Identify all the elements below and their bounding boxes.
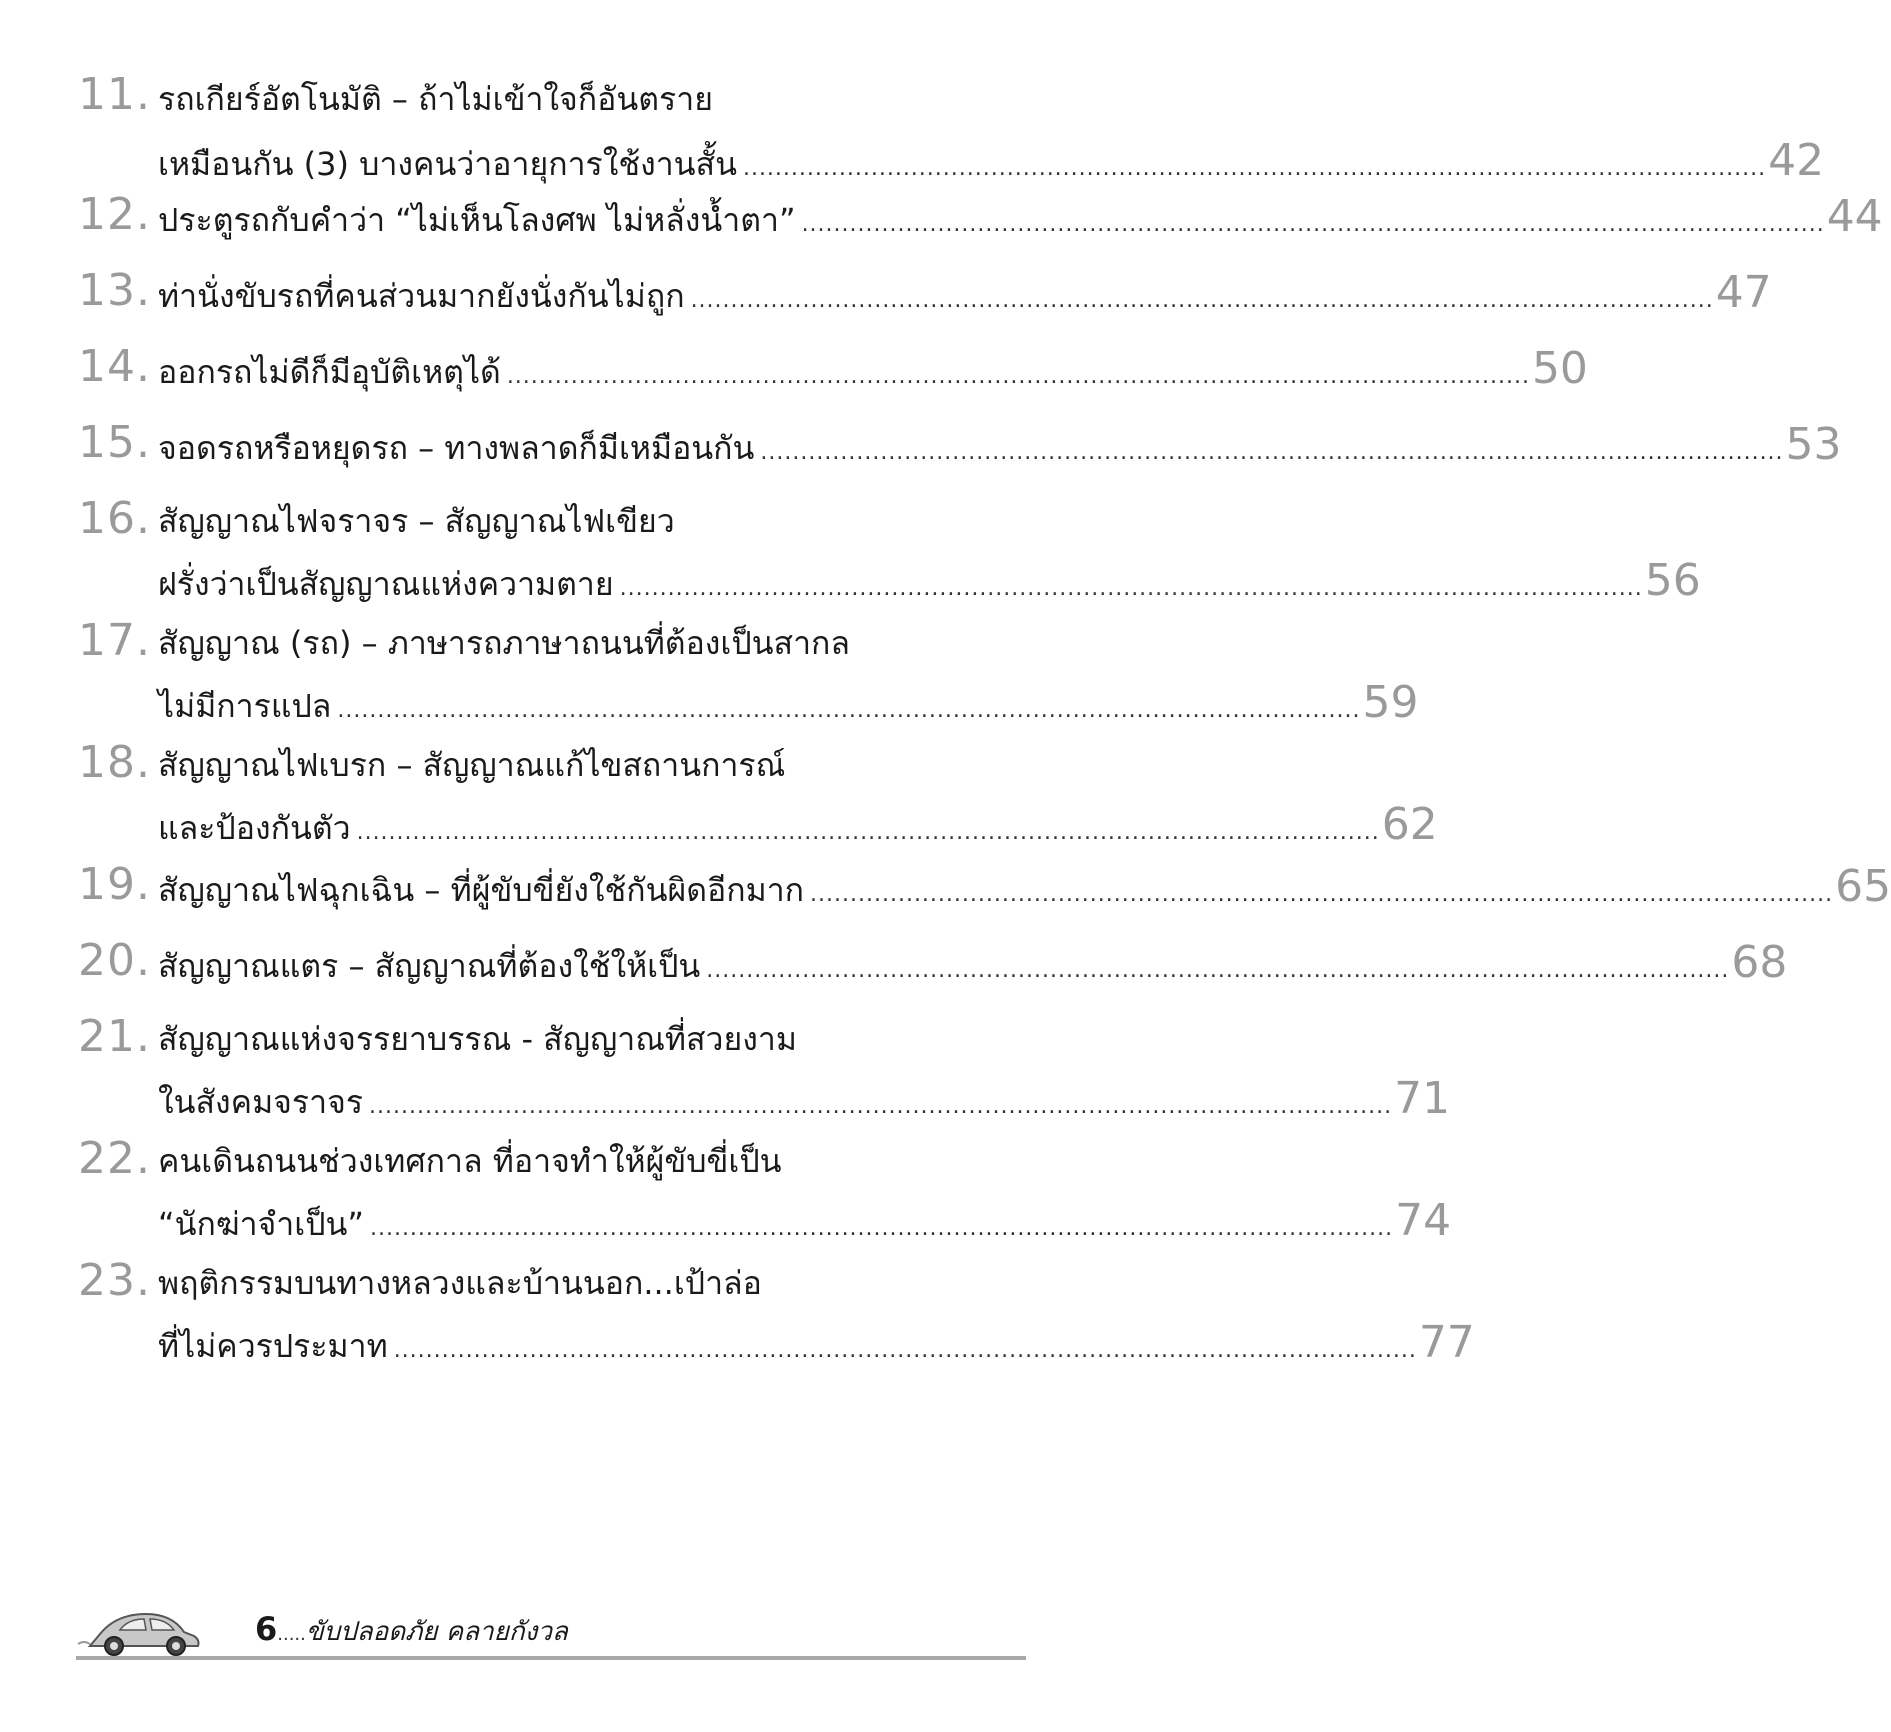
entry-number: 19. xyxy=(78,859,151,910)
entry-page-number: 62 xyxy=(1381,799,1438,850)
entry-number: 17. xyxy=(78,615,151,666)
entry-title-line-2: ในสังคมจราจร xyxy=(158,1083,363,1121)
entry-number: 11. xyxy=(78,69,151,120)
entry-page-number: 71 xyxy=(1394,1073,1451,1124)
leader-dots: ................................................................................................................................ xyxy=(393,1338,1417,1363)
entry-title-line-2: ที่ไม่ควรประมาท xyxy=(158,1327,388,1365)
leader-dots: ................................................................................................................................ xyxy=(506,364,1530,389)
entry-page-number: 74 xyxy=(1395,1195,1452,1246)
leader-dots: ................................................................................................................................ xyxy=(337,698,1361,723)
leader-dots: ................................................................................................................................ xyxy=(690,288,1714,313)
entry-title-line-1: พฤติกรรมบนทางหลวงและบ้านนอก...เป้าล่อ xyxy=(158,1264,762,1302)
entry-title-row xyxy=(158,555,1701,606)
entry-number: 23. xyxy=(78,1255,151,1306)
entry-page-number: 53 xyxy=(1785,419,1842,470)
page-footer xyxy=(0,1600,1102,1680)
leader-dots: ................................................................................................................................ xyxy=(801,212,1825,237)
entry-number: 15. xyxy=(78,417,151,468)
entry-title-row xyxy=(158,1317,1475,1368)
entry-title-row xyxy=(158,1073,1451,1124)
entry-page-number: 56 xyxy=(1644,555,1701,606)
entry-page-number: 44 xyxy=(1826,191,1883,242)
leader-dots: ................................................................................................................................ xyxy=(760,440,1784,465)
entry-title-row xyxy=(158,135,1825,186)
entry-page-number: 59 xyxy=(1362,677,1419,728)
entry-title-row xyxy=(158,799,1438,850)
footer-dots: ..... xyxy=(277,1624,306,1645)
entry-title-row xyxy=(158,191,1883,242)
leader-dots: ................................................................................................................................ xyxy=(619,576,1643,601)
entry-title-row xyxy=(158,937,1788,988)
entry-title-row xyxy=(158,419,1842,470)
entry-title-line-1: รถเกียร์อัตโนมัติ – ถ้าไม่เข้าใจก็อันตราย xyxy=(158,80,713,118)
leader-dots: ................................................................................................................................ xyxy=(369,1216,1394,1241)
entry-title-line-2: ฝรั่งว่าเป็นสัญญาณแห่งความตาย xyxy=(158,565,614,603)
entry-title-line-1: สัญญาณไฟฉุกเฉิน – ที่ผู้ขับขี่ยังใช้กันผิดอีกมาก xyxy=(158,871,805,909)
entry-title-row xyxy=(158,267,1772,318)
entry-title-row xyxy=(158,677,1419,728)
entry-title-line-1: สัญญาณ (รถ) – ภาษารถภาษาถนนที่ต้องเป็นสากล xyxy=(158,624,851,662)
entry-number: 22. xyxy=(78,1133,151,1184)
entry-title-line-1: สัญญาณไฟเบรก – สัญญาณแก้ไขสถานการณ์ xyxy=(158,746,786,784)
entry-page-number: 47 xyxy=(1715,267,1772,318)
entry-number: 14. xyxy=(78,341,151,392)
car-icon xyxy=(76,1606,206,1658)
leader-dots: ................................................................................................................................ xyxy=(356,820,1380,845)
entry-number: 12. xyxy=(78,189,151,240)
entry-title-line-2: ไม่มีการแปล xyxy=(158,687,332,725)
entry-title-line-1: สัญญาณแตร – สัญญาณที่ต้องใช้ให้เป็น xyxy=(158,947,701,985)
entry-title-line-1: สัญญาณแห่งจรรยาบรรณ - สัญญาณที่สวยงาม xyxy=(158,1020,797,1058)
book-title: ขับปลอดภัย คลายกังวล xyxy=(305,1617,568,1647)
leader-dots: ................................................................................................................................ xyxy=(706,958,1730,983)
entry-number: 16. xyxy=(78,493,151,544)
entry-number: 21. xyxy=(78,1011,151,1062)
entry-page-number: 65 xyxy=(1835,861,1891,912)
entry-title-row xyxy=(158,1195,1452,1246)
footer-caption xyxy=(255,1610,568,1652)
leader-dots: ................................................................................................................................ xyxy=(742,156,1767,181)
leader-dots: ................................................................................................................................ xyxy=(369,1094,1393,1119)
entry-title-line-1: ออกรถไม่ดีก็มีอุบัติเหตุได้ xyxy=(158,353,501,391)
entry-page-number: 68 xyxy=(1731,937,1788,988)
entry-title-line-1: จอดรถหรือหยุดรถ – ทางพลาดก็มีเหมือนกัน xyxy=(158,429,755,467)
entry-number: 20. xyxy=(78,935,151,986)
leader-dots: ................................................................................................................................ xyxy=(810,882,1834,907)
entry-page-number: 77 xyxy=(1418,1317,1475,1368)
entry-title-line-1: คนเดินถนนช่วงเทศกาล ที่อาจทำให้ผู้ขับขี่เป็น xyxy=(158,1142,782,1180)
entry-title-line-1: ท่านั่งขับรถที่คนส่วนมากยังนั่งกันไม่ถูก xyxy=(158,277,685,315)
entry-title-line-1: สัญญาณไฟจราจร – สัญญาณไฟเขียว xyxy=(158,502,675,540)
entry-title-line-1: ประตูรถกับคำว่า “ไม่เห็นโลงศพ ไม่หลั่งน้ำตา” xyxy=(158,201,796,239)
entry-number: 13. xyxy=(78,265,151,316)
entry-number: 18. xyxy=(78,737,151,788)
footer-rule xyxy=(76,1656,1026,1660)
page-number: 6 xyxy=(255,1610,278,1648)
entry-title-row xyxy=(158,861,1891,912)
entry-page-number: 42 xyxy=(1768,135,1825,186)
entry-title-line-2: “นักฆ่าจำเป็น” xyxy=(158,1205,364,1243)
entry-title-line-2: เหมือนกัน (3) บางคนว่าอายุการใช้งานสั้น xyxy=(158,145,737,183)
entry-page-number: 50 xyxy=(1531,343,1588,394)
entry-title-row xyxy=(158,343,1588,394)
entry-title-line-2: และป้องกันตัว xyxy=(158,809,351,847)
